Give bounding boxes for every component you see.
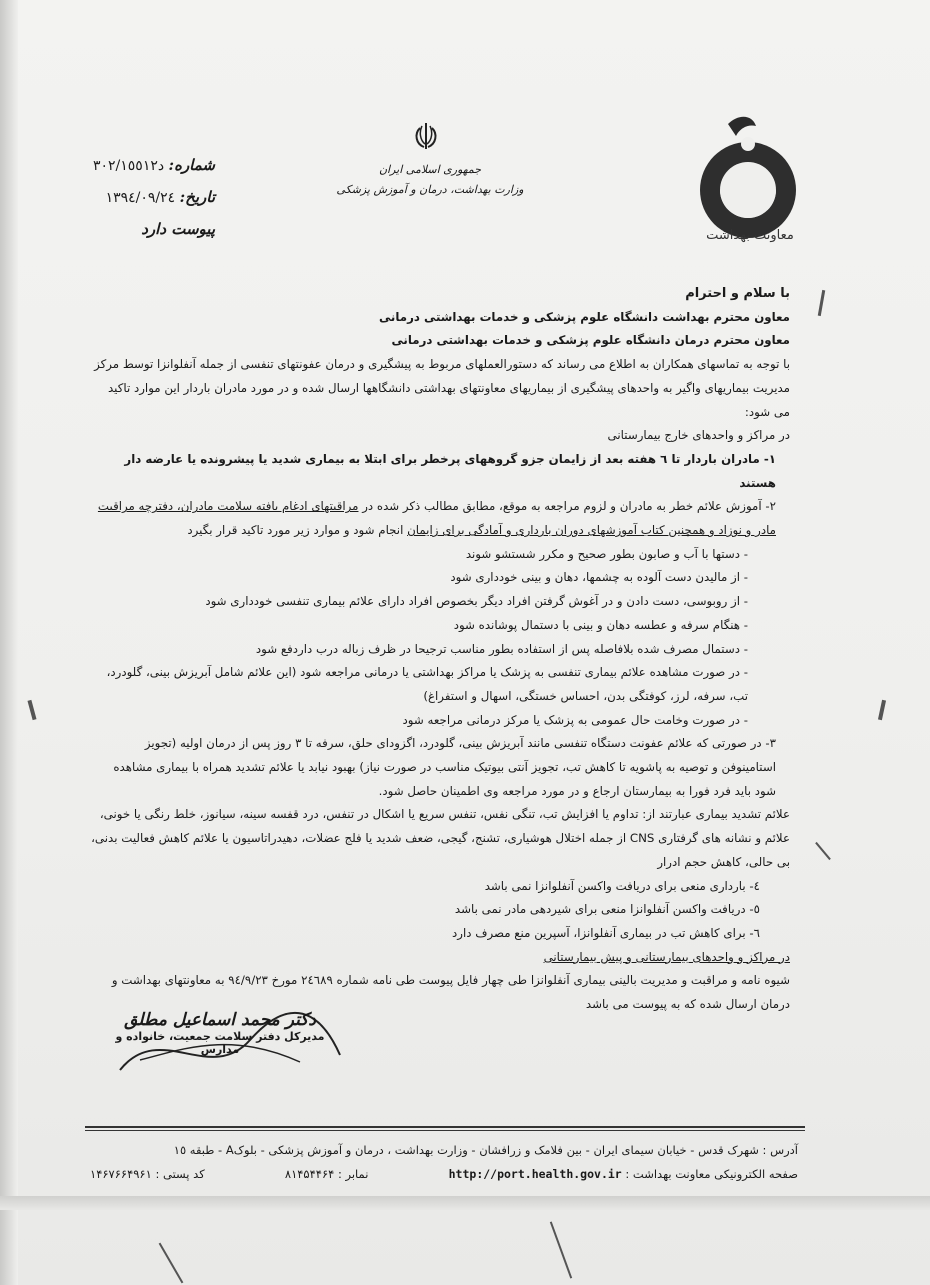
letter-meta — [40, 150, 215, 245]
recipient-health: معاون محترم بهداشت دانشگاه علوم پزشکی و خدمات بهداشتی درمانی — [378, 309, 790, 324]
list-item-3: ٣- در صورتی که علائم عفونت دستگاه تنفسی مانند آبریزش بینی، گلودرد، اگزودای حلق، سرفه تا ٣ روز پس از درمان اولیه (تجویز استامینوفن و توصیه به پاشویه تا کاهش تب، تجویز آنتی بیوتیک مناسب در صورت نیاز) بهبود نیابد یا علائم تشدید همراه با بیماری مشاهده شود باید فرد فورا به بیمارستان ارجاع و در مورد مراجعه وی اطمینان حاصل شود. — [113, 736, 776, 798]
footer-website-label: صفحه الکترونیکی معاونت بهداشت : — [625, 1167, 798, 1181]
scan-mark — [550, 1221, 572, 1278]
footer-website-link[interactable]: http://port.health.gov.ir — [448, 1167, 622, 1181]
footer-website — [449, 1162, 798, 1186]
scan-mark — [878, 700, 886, 720]
greeting: با سلام و احترام — [685, 286, 790, 301]
section-hospital-heading: در مراکز و واحدهای بیمارستانی و پیش بیمارستانی — [543, 949, 790, 964]
list-item-5: ٥- دریافت واکسن آنفلوانزا منعی برای شیردهی مادر نمی باشد — [454, 902, 760, 917]
date-value: ١٣٩٤/٠٩/٢٤ — [105, 190, 176, 206]
list-item-2-underlined: مراقبتهای ادغام یافته سلامت مادران، دفترچه مراقبت مادر و نوزاد و همچنین کتاب آموزشهای دوران بارداری و آمادگی برای زایمان — [97, 499, 776, 538]
scan-edge-shadow — [0, 0, 18, 1285]
list-item: - دستها با آب و صابون بطور صحیح و مکرر شستشو شوند — [465, 546, 748, 561]
logo-caption: معاونت بهداشت — [706, 228, 794, 243]
attachment-note: پیوست دارد — [141, 220, 215, 238]
list-item-2 — [90, 495, 790, 542]
number-label: شماره: — [168, 156, 215, 174]
date-label: تاریخ: — [179, 188, 215, 206]
footer — [90, 1138, 798, 1186]
footer-rule — [85, 1130, 805, 1131]
list-item-6: ٦- برای کاهش تب در بیماری آنفلوانزا، آسپرین منع مصرف دارد — [452, 925, 760, 940]
scan-mark — [27, 700, 36, 720]
letter-body — [90, 282, 790, 1017]
ministry-line-name: وزارت بهداشت، درمان و آموزش پزشکی — [336, 183, 524, 196]
ministry-line-republic: جمهوری اسلامی ایران — [378, 163, 482, 176]
closing-paragraph: شیوه نامه و مراقبت و مدیریت بالینی بیماری آنفلوانزا طی چهار فایل پیوست طی نامه شماره ٢٤٦٨٩ مورخ ٩٤/٩/٢٣ به معاونتهای بهداشت و درمان ارسال شده که به پیوست می باشد — [111, 973, 790, 1012]
number-value: د٣٠٢/١٥٥١٢ — [92, 158, 165, 174]
footer-address: آدرس : شهرک قدس - خیابان سیمای ایران - بین فلامک و زرافشان - وزارت بهداشت ، درمان و آموزش پزشکی - بلوکA - طبقه ١٥ — [173, 1143, 798, 1157]
scan-mark — [815, 842, 831, 860]
section-outpatient-heading: در مراکز و واحدهای خارج بیمارستانی — [607, 428, 790, 443]
scan-mark — [818, 290, 825, 316]
list-item: - در صورت مشاهده علائم بیماری تنفسی به پزشک یا مراکز بهداشتی یا درمانی مراجعه شود (این علائم شامل آبریزش بینی، گلودرد، تب، سرفه، لرز، کوفتگی بدن، احساس خستگی، اسهال و استفراغ) — [106, 665, 748, 703]
list-item-2-c: انجام شود و موارد زیر مورد تاکید قرار بگیرد — [187, 523, 408, 538]
list-item: - در صورت وخامت حال عمومی به پزشک یا مرکز درمانی مراجعه شود — [402, 712, 748, 727]
list-item: - از روبوسی، دست دادن و در آغوش گرفتن افراد دیگر بخصوص افراد دارای علائم بیماری تنفسی خودداری شود — [205, 594, 748, 609]
scan-mark — [159, 1243, 184, 1284]
recipient-treatment: معاون محترم درمان دانشگاه علوم پزشکی و خدمات بهداشتی درمانی — [391, 333, 790, 348]
footer-fax: نمابر : ٨١۴۵۴۴۶۴ — [284, 1167, 369, 1181]
signature-block — [105, 1010, 335, 1056]
footer-contact-row — [90, 1162, 798, 1186]
signatory-name: دکتر محمد اسماعیل مطلق — [124, 1010, 316, 1030]
intro-paragraph: با توجه به تماسهای همکاران به اطلاع می رساند که دستورالعملهای مربوط به پیشگیری و درمان عفونتهای تنفسی از جمله آنفلوانزا توسط مرکز مدیریت بیماریهای واگیر به واحدهای پیشگیری از بیماریهای معاونتهای بهداشتی دانشگاهها ارسال شده و در مورد مادران باردار این موارد تاکید می شود: — [94, 357, 790, 419]
list-item: - دستمال مصرف شده بلافاصله پس از استفاده بطور مناسب ترجیحا در ظرف زباله درب داردفع شود — [255, 641, 748, 656]
letter-number-row — [40, 150, 215, 182]
severe-signs-paragraph: علائم تشدید بیماری عبارتند از: تداوم یا افزایش تب، تنگی نفس، تنفس سریع یا اشکال در تنفس، درد قفسه سینه، سیانوز، خلط رنگی یا خونی، علائم و نشانه های گرفتاری CNS از جمله اختلال هوشیاری، تشنج، گیجی، ضعف شدید یا فلج عضلات، دهیدراتاسیون یا علائم کاهش فعالیت بدنی، بی حالی، کاهش حجم ادرار — [91, 807, 790, 869]
footer-rule — [85, 1126, 805, 1128]
iran-emblem — [410, 120, 442, 152]
list-item-2-a: ٢- آموزش علائم خطر به مادران و لزوم مراجعه به موقع، مطابق مطالب ذکر شده در — [358, 499, 776, 514]
list-item: - هنگام سرفه و عطسه دهان و بینی با دستمال پوشانده شود — [453, 617, 748, 632]
letter-date-row — [40, 182, 215, 214]
list-item: - از مالیدن دست آلوده به چشمها، دهان و بینی خودداری شود — [450, 570, 748, 585]
list-item-1: ١- مادران باردار تا ٦ هفته بعد از زایمان جزو گروههای پرخطر برای ابتلا به بیماری شدید یا پیشرونده یا عارضه دار هستند — [124, 451, 776, 490]
footer-postal-code: کد پستی : ١۴۶٧۶۶۴٩۶١ — [90, 1167, 205, 1181]
list-item-4: ٤- بارداری منعی برای دریافت واکسن آنفلوانزا نمی باشد — [484, 878, 760, 893]
signatory-title: مدیرکل دفتر سلامت جمعیت، خانواده و مدارس — [115, 1030, 325, 1056]
scan-bottom-band — [0, 1196, 930, 1210]
ministry-header — [320, 160, 540, 200]
